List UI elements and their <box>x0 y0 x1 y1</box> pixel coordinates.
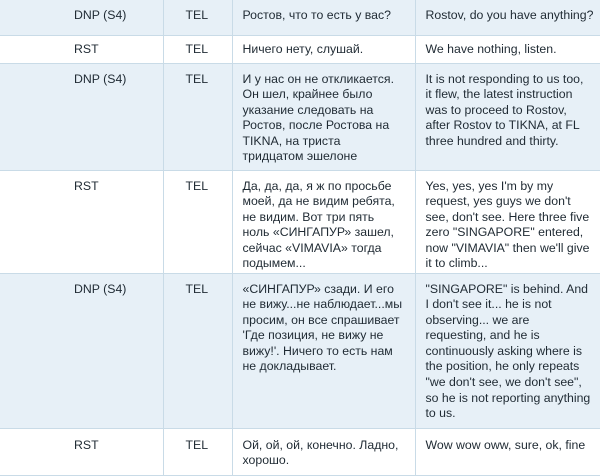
type-cell: TEL <box>163 428 232 475</box>
table-row <box>0 428 600 475</box>
russian-text-cell: Ничего нету, слушай. <box>232 35 415 63</box>
speaker-cell: RST <box>0 35 163 63</box>
english-text-cell: We have nothing, listen. <box>415 35 600 63</box>
type-cell: TEL <box>163 170 232 273</box>
english-text-cell: "SINGAPORE" is behind. And I don't see it... he is not observing... we are requesting, and he is continuously asking where is the position, he only repeats "we don't see, we don't see", so he is not reporting anything to us. <box>415 273 600 428</box>
russian-text-cell: И у нас он не откликается. Он шел, крайнее было указание следовать на Ростов, после Ростова на TIKNA, на триста тридцатом эшелоне <box>232 63 415 170</box>
type-cell: TEL <box>163 0 232 35</box>
speaker-cell: DNP (S4) <box>0 273 163 428</box>
english-text-cell: It is not responding to us too, it flew, the latest instruction was to proceed to Rostov, after Rostov to TIKNA, at FL three hundred and thirty. <box>415 63 600 170</box>
russian-text-cell: Ой, ой, ой, конечно. Ладно, хорошо. <box>232 428 415 475</box>
speaker-cell: RST <box>0 428 163 475</box>
english-text-cell: Wow wow oww, sure, ok, fine <box>415 428 600 475</box>
type-cell: TEL <box>163 63 232 170</box>
english-text-cell: Yes, yes, yes I'm by my request, yes guys we don't see, don't see. Here three five zero "SINGAPORE" entered, now "VIMAVIA" then we'll give it to climb... <box>415 170 600 273</box>
table-row <box>0 63 600 170</box>
table-row <box>0 273 600 428</box>
speaker-cell: RST <box>0 170 163 273</box>
speaker-cell: DNP (S4) <box>0 63 163 170</box>
table-row <box>0 0 600 35</box>
table-row <box>0 35 600 63</box>
type-cell: TEL <box>163 35 232 63</box>
russian-text-cell: Ростов, что то есть у вас? <box>232 0 415 35</box>
russian-text-cell: Да, да, да, я ж по просьбе моей, да не видим ребята, не видим. Вот три пять ноль «СИНГАПУР» зашел, сейчас «VIMAVIA» тогда подымем... <box>232 170 415 273</box>
russian-text-cell: «СИНГАПУР» сзади. И его не вижу...не наблюдает...мы просим, он все спрашивает 'Где позиция, не вижу не вижу!'. Ничего то есть нам не докладывает. <box>232 273 415 428</box>
table-row <box>0 170 600 273</box>
english-text-cell: Rostov, do you have anything? <box>415 0 600 35</box>
type-cell: TEL <box>163 273 232 428</box>
speaker-cell: DNP (S4) <box>0 0 163 35</box>
